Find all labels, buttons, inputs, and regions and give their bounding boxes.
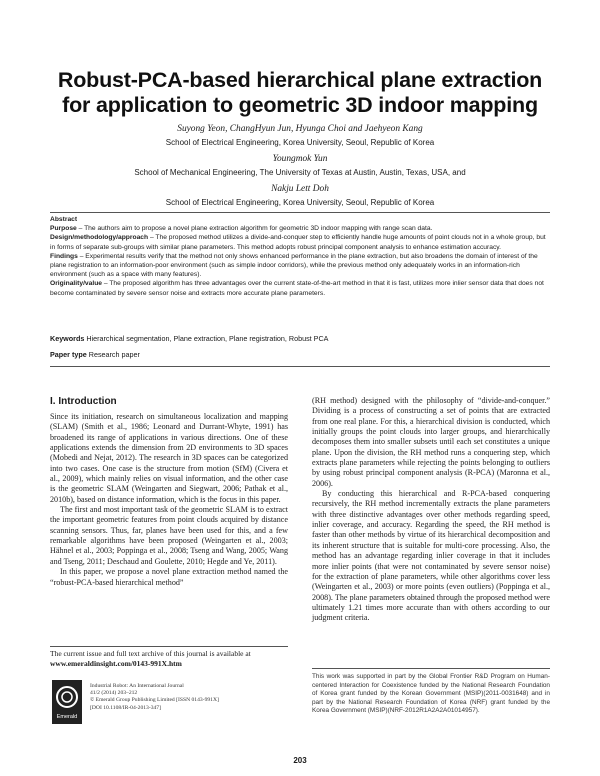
abstract-heading: Abstract bbox=[50, 216, 78, 223]
intro-paragraph-3: In this paper, we propose a novel plane extraction method named the “robust-PCA-based hierarchical method” bbox=[50, 567, 288, 587]
keywords: Keywords Hierarchical segmentation, Plane extraction, Plane registration, Robust PCA bbox=[50, 334, 329, 343]
paper-title bbox=[20, 68, 580, 118]
abstract-findings: Findings – Experimental results verify that the method not only shows enhanced performance in the plane extraction, but also broadens the domain of interest of the plane registration to an information-poor environment (such as simple indoor corridors), while the previous method only adequately works in an information-rich environment (such as a space with many features). bbox=[50, 252, 538, 279]
funding-rule bbox=[312, 668, 550, 669]
journal-note-rule bbox=[50, 646, 288, 647]
authors-line-2: Youngmok Yun bbox=[272, 154, 328, 164]
journal-note-text: The current issue and full text archive of this journal is available at bbox=[50, 649, 251, 658]
authors-line-1: Suyong Yeon, ChangHyun Jun, Hyunga Choi and Jaehyeon Kang bbox=[177, 124, 423, 134]
abstract-originality: Originality/value – The proposed algorithm has three advantages over the current state-of-the-art method in that it is fast, utilizes more inlier sensor data that does not become contaminated by severe sensor noise and extracts more accurate plane parameters. bbox=[50, 280, 544, 297]
abstract bbox=[50, 215, 552, 298]
section-heading-introduction: I. Introduction bbox=[50, 396, 117, 407]
publication-info: Industrial Robot: An International Journal 41/2 (2014) 203–212 © Emerald Group Publishing Limited [ISSN 0143-991X] [DOI 10.1108/IR-04-2013-347] bbox=[90, 683, 219, 711]
affiliation-line-3: School of Electrical Engineering, Korea University, Seoul, Republic of Korea bbox=[165, 198, 435, 207]
intro-paragraph-4: (RH method) designed with the philosophy of “divide-and-conquer.” Dividing is a process of constructing a set of points that are extracted from one real plane. For this, a hierarchical division is conducted, which initially groups the point clouds into larger groups, and hierarchically decomposes them into smaller subsets until each set constitutes a unique plane. Upon the division, the RH method runs a conquering step, which extracts plane parameters while rejecting the points belonging to outliers by using robust principal component analysis (R-PCA) (Maronna et al., 2006). bbox=[312, 396, 550, 488]
abstract-bottom-rule bbox=[50, 366, 550, 367]
abstract-design: Design/methodology/approach – The proposed method utilizes a divide-and-conquer step to efficiently handle huge amounts of point clouds not in a whole group, but in forms of separate sub-groups with similar plane parameters. This method adopts robust principal component analysis to enhance estimation accuracy. bbox=[50, 234, 546, 251]
right-column bbox=[312, 396, 550, 624]
emerald-logo bbox=[52, 680, 82, 724]
journal-note bbox=[50, 649, 288, 669]
intro-paragraph-5: By conducting this hierarchical and R-PCA-based conquering recursively, the RH method incrementally extracts the plane parameters with three distinctive advantages over other methods regarding speed, inlier coverage, and accuracy. Regarding the speed, the RH method is faster than other methods by virtue of its hierarchical decomposition and its inherent structure that is suitable for multi-core processing. Also, the method has an advantage regarding inlier coverage in that it includes more inlier points (that were not contaminated by severe sensor noise) for the extraction of plane parameters, while other algorithms cover less (Weingarten et al., 2003) or more points (even outliers) (Poppinga et al., 2008). The plane parameters obtained through the proposed method were ultimately 1.21 times more accurate than with others according to our judgment criteria. bbox=[312, 489, 550, 623]
abstract-purpose: Purpose – The authors aim to propose a novel plane extraction algorithm for geometric 3D indoor mapping with range scan data. bbox=[50, 225, 433, 233]
left-column bbox=[50, 412, 288, 588]
emerald-logo-icon bbox=[52, 680, 82, 724]
title-line-1: Robust-PCA-based hierarchical plane extraction bbox=[57, 68, 543, 92]
intro-paragraph-1: Since its initiation, research on simultaneous localization and mapping (SLAM) (Smith et al., 1986; Leonard and Durrant-Whyte, 1991) has broadened its range of applications in various directions. One of these applications extends the dimension from 2D environments to 3D spaces (Mobedi and Nejat, 2012). The research in 3D spaces can be categorized into two cases. One case is the structure from motion (SfM) (Civera et al., 2009), which mainly relies on visual information, and the other case is the geometric SLAM (Weingarten and Siegwart, 2006; Pathak et al., 2010b), based on distance information, which is the focus in this paper. bbox=[50, 412, 288, 504]
page-number: 203 bbox=[293, 756, 307, 765]
journal-url[interactable]: www.emeraldinsight.com/0143-991X.htm bbox=[50, 659, 182, 668]
emerald-logo-text: Emerald bbox=[56, 714, 78, 720]
intro-paragraph-2: The first and most important task of the geometric SLAM is to extract the important geometric features from point clouds acquired by distance scanning sensors. Thus, far, planes have been used for this, and a few remarkable algorithms have been proposed (Weingarten et al., 2003; Hähnel et al., 2003; Poppinga et al., 2008; Tseng and Wang, 2005; Wang and Tseng, 2011; Deschaud and Goulette, 2010; Hegde and Ye, 2011). bbox=[50, 505, 288, 566]
paper-type: Paper type Research paper bbox=[50, 350, 140, 359]
affiliation-line-1: School of Electrical Engineering, Korea University, Seoul, Republic of Korea bbox=[165, 138, 435, 147]
abstract-top-rule bbox=[50, 212, 550, 213]
funding-note: This work was supported in part by the Global Frontier R&D Program on Human-centered Interaction for Coexistence funded by the National Research Foundation of Korea grant funded by the Korean Government (MSIP)(2011-0031648) and in part by the National Research Foundation of Korea (NRF) grant funded by the Korea Government (MSIP)(NRF-2012R1A2A2A01014957). bbox=[312, 673, 550, 715]
affiliation-line-2: School of Mechanical Engineering, The University of Texas at Austin, Austin, Texas, USA, and bbox=[134, 168, 466, 177]
authors-line-3: Nakju Lett Doh bbox=[271, 184, 329, 194]
title-line-2: for application to geometric 3D indoor mapping bbox=[62, 93, 538, 117]
